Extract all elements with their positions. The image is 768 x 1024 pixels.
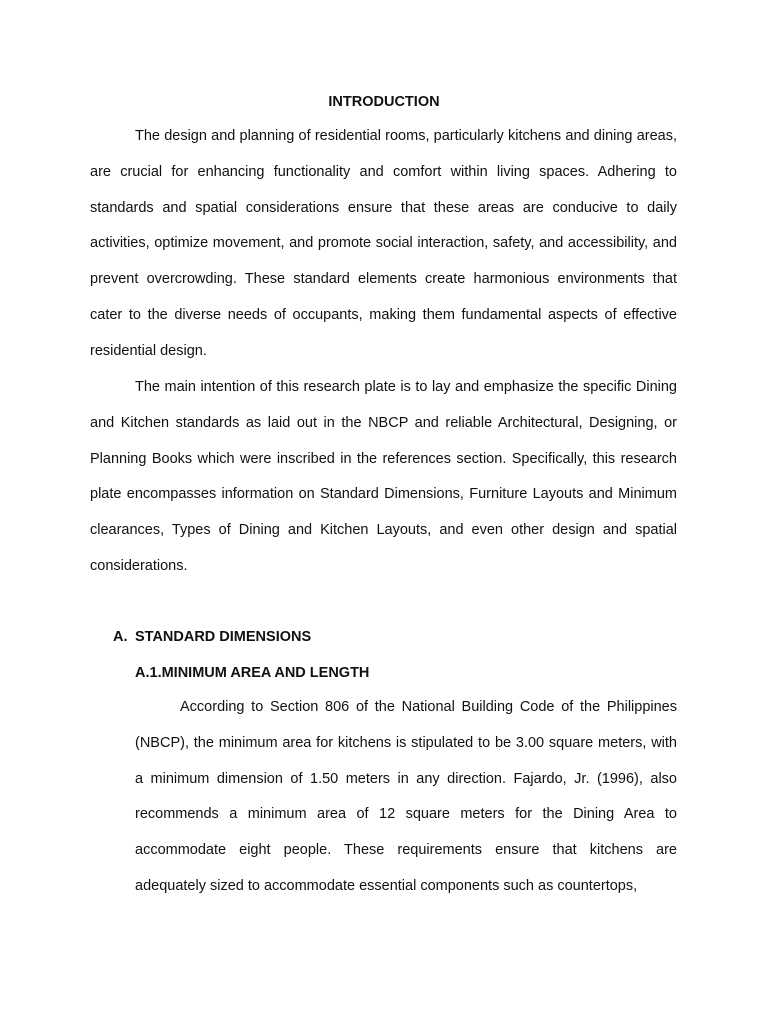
intro-paragraph-2: The main intention of this research plate is to lay and emphasize the specific Dining and Kitchen standards as laid out in the NBCP and reliable Architectural, Designing, or Planning Books which were inscribed in the references section. Specifically, this research plate encompasses information on Standard Dimensions, Furniture Layouts and Minimum clearances, Types of Dining and Kitchen Layouts, and even other design and spatial considerations. <box>90 379 677 574</box>
page-title: INTRODUCTION <box>328 94 440 110</box>
subsection-a1-paragraph: According to Section 806 of the National Building Code of the Philippines (NBCP), the minimum area for kitchens is stipulated to be 3.00 square meters, with a minimum dimension of 1.50 meters in any direction. Fajardo, Jr. (1996), also recommends a minimum area of 12 square meters for the Dining Area to accommodate eight people. These requirements ensure that kitchens are adequately sized to accommodate essential components such as countertops, <box>135 699 677 894</box>
section-a-letter: A. <box>113 629 128 645</box>
section-a-heading <box>113 627 311 647</box>
section-a-title: STANDARD DIMENSIONS <box>135 629 312 645</box>
subsection-a1-heading: A.1.MINIMUM AREA AND LENGTH <box>135 665 370 681</box>
intro-paragraph-1: The design and planning of residential rooms, particularly kitchens and dining areas, are crucial for enhancing functionality and comfort within living spaces. Adhering to standards and spatial considerations ensure that these areas are conducive to daily activities, optimize movement, and promote social interaction, safety, and accessibility, and prevent overcrowding. These standard elements create harmonious environments that cater to the diverse needs of occupants, making them fundamental aspects of effective residential design. <box>90 128 677 359</box>
